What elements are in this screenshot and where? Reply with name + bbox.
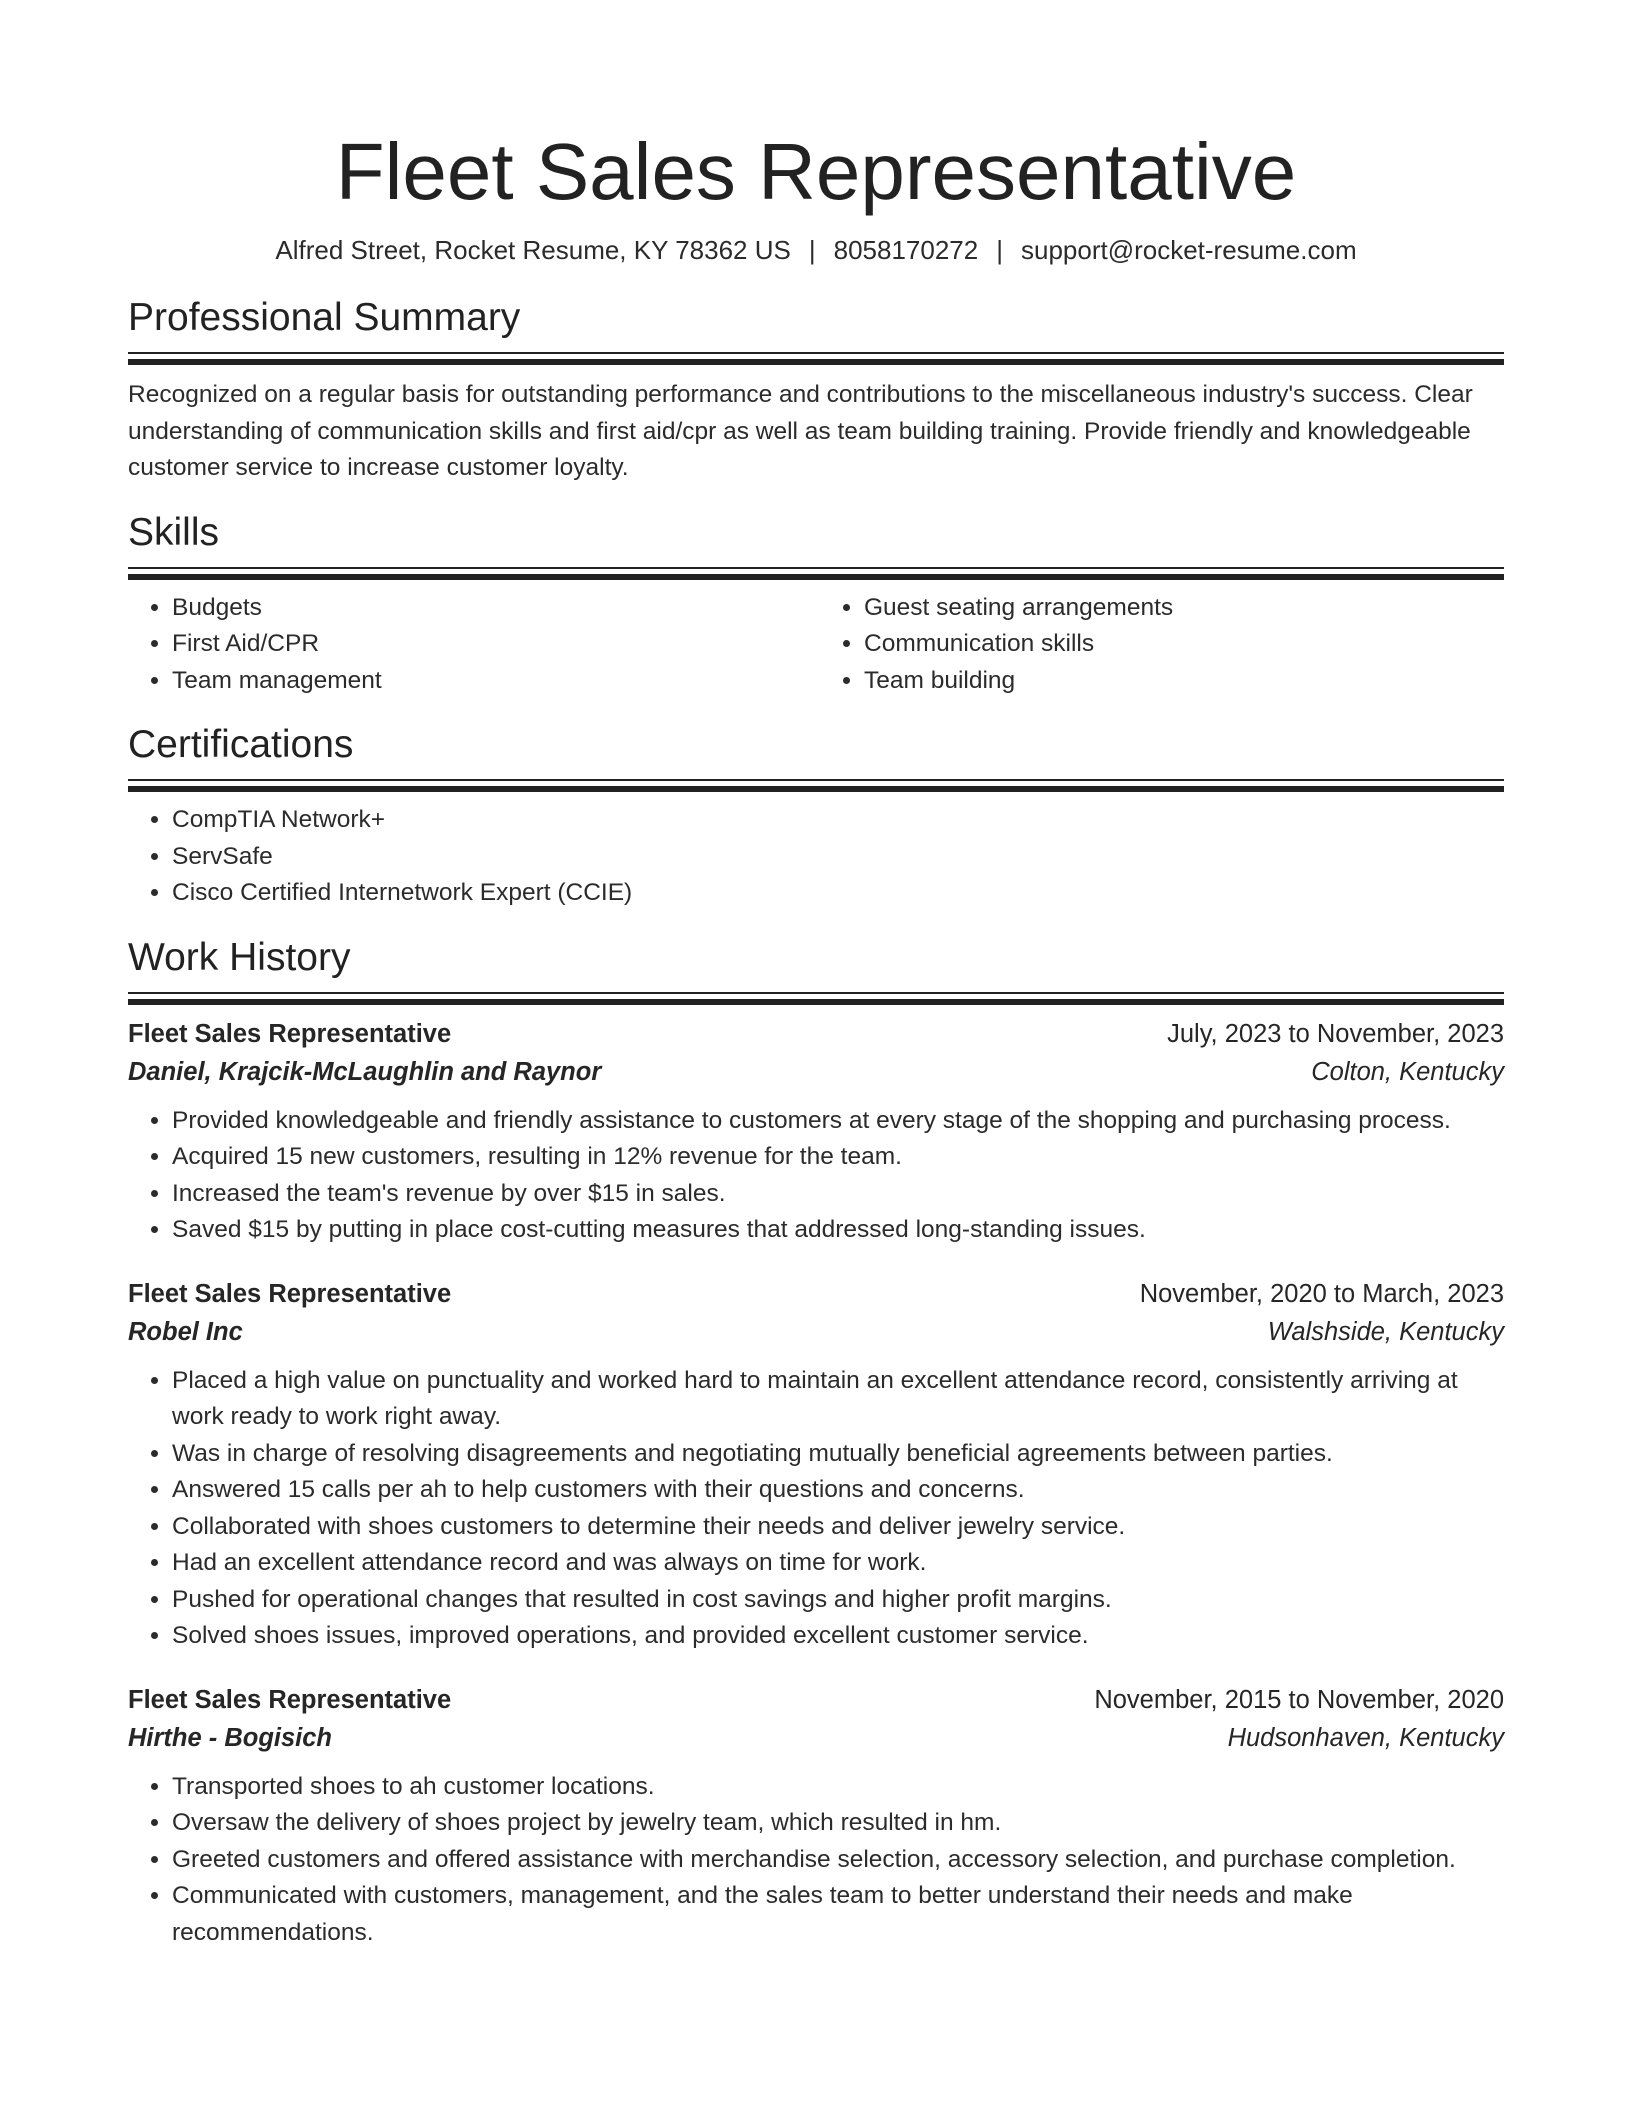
section-title-skills: Skills	[128, 510, 220, 554]
job-title: Fleet Sales Representative	[128, 1019, 452, 1048]
skills-grid	[128, 590, 1504, 700]
contact-email: support@rocket-resume.com	[1020, 235, 1357, 265]
job-location: Colton, Kentucky	[1311, 1057, 1504, 1086]
skill-item: • Guest seating arrangements	[864, 590, 1504, 627]
job-entry	[128, 1275, 1504, 1655]
contact-line	[128, 232, 1504, 268]
job-company-row	[128, 1719, 1504, 1757]
skill-item: • Budgets	[172, 590, 816, 627]
job-dates: November, 2015 to November, 2020	[1094, 1685, 1504, 1714]
job-bullet: • Pushed for operational changes that resulted in cost savings and higher profit margins.	[172, 1582, 1504, 1619]
section-divider	[128, 567, 1504, 580]
job-entry	[128, 1681, 1504, 1952]
job-location: Walshside, Kentucky	[1267, 1317, 1504, 1346]
section-title-certifications: Certifications	[128, 723, 354, 766]
job-dates: July, 2023 to November, 2023	[1167, 1019, 1504, 1048]
job-bullet: • Had an excellent attendance record and was always on time for work.	[172, 1545, 1504, 1582]
contact-phone: 8058170272	[833, 235, 979, 265]
job-bullet: • Oversaw the delivery of shoes project by jewelry team, which resulted in hm.	[172, 1805, 1504, 1842]
section-divider	[128, 352, 1504, 365]
resume-name: Fleet Sales Representative	[335, 127, 1297, 216]
job-bullet: • Saved $15 by putting in place cost-cutting measures that addressed long-standing issues.	[172, 1212, 1504, 1249]
job-bullet: • Acquired 15 new customers, resulting in 12% revenue for the team.	[172, 1139, 1504, 1176]
job-header-row	[128, 1275, 1504, 1313]
job-bullets	[128, 1363, 1504, 1655]
job-header-row	[128, 1015, 1504, 1053]
summary-section	[128, 294, 1504, 487]
skill-item: • Communication skills	[864, 626, 1504, 663]
job-bullet: • Increased the team's revenue by over $15 in sales.	[172, 1176, 1504, 1213]
job-company-row	[128, 1053, 1504, 1091]
contact-separator: |	[996, 235, 1003, 265]
job-dates: November, 2020 to March, 2023	[1139, 1279, 1504, 1308]
job-company: Hirthe - Bogisich	[128, 1723, 333, 1752]
section-title-work-history: Work History	[128, 935, 351, 979]
job-bullet: • Provided knowledgeable and friendly assistance to customers at every stage of the shopping and purchasing process.	[172, 1103, 1504, 1140]
certification-item: • ServSafe	[172, 839, 1504, 876]
job-title: Fleet Sales Representative	[128, 1685, 452, 1714]
section-divider	[128, 992, 1504, 1005]
job-entry	[128, 1015, 1504, 1249]
skill-item: • Team management	[172, 663, 816, 700]
contact-separator: |	[808, 235, 816, 265]
skill-item: • First Aid/CPR	[172, 626, 816, 663]
job-title: Fleet Sales Representative	[128, 1279, 452, 1308]
section-title-summary: Professional Summary	[128, 296, 521, 339]
contact-address: Alfred Street, Rocket Resume, KY 78362 US	[275, 235, 791, 265]
job-bullet: • Was in charge of resolving disagreements and negotiating mutually beneficial agreements between parties.	[172, 1436, 1504, 1473]
job-bullet: • Solved shoes issues, improved operations, and provided excellent customer service.	[172, 1618, 1504, 1655]
job-company-row	[128, 1313, 1504, 1351]
skills-section	[128, 509, 1504, 700]
summary-text: Recognized on a regular basis for outstanding performance and contributions to the miscellaneous industry's success. Clear understanding of communication skills and first aid/cpr as well as team building training. Provide friendly and knowledgeable customer service to increase customer loyalty.	[128, 381, 1473, 481]
skills-list-left	[128, 590, 816, 700]
certifications-list	[128, 802, 1504, 912]
job-bullet: • Greeted customers and offered assistance with merchandise selection, accessory selection, and purchase completion.	[172, 1842, 1504, 1879]
job-bullet: • Collaborated with shoes customers to determine their needs and deliver jewelry service.	[172, 1509, 1504, 1546]
certification-item: • Cisco Certified Internetwork Expert (CCIE)	[172, 875, 1504, 912]
job-bullet: • Transported shoes to ah customer locations.	[172, 1769, 1504, 1806]
skill-item: • Team building	[864, 663, 1504, 700]
job-bullet: • Communicated with customers, management, and the sales team to better understand their needs and make recommendations.	[172, 1878, 1504, 1951]
section-divider	[128, 779, 1504, 792]
certification-item: • CompTIA Network+	[172, 802, 1504, 839]
skills-list-right	[816, 590, 1504, 700]
job-bullets	[128, 1769, 1504, 1952]
job-location: Hudsonhaven, Kentucky	[1227, 1723, 1504, 1752]
job-bullet: • Answered 15 calls per ah to help customers with their questions and concerns.	[172, 1472, 1504, 1509]
work-history-section	[128, 934, 1504, 1952]
job-bullets	[128, 1103, 1504, 1249]
job-header-row	[128, 1681, 1504, 1719]
job-company: Daniel, Krajcik-McLaughlin and Raynor	[128, 1057, 602, 1086]
job-company: Robel Inc	[128, 1317, 243, 1346]
job-bullet: • Placed a high value on punctuality and worked hard to maintain an excellent attendance record, consistently arriving at work ready to work right away.	[172, 1363, 1504, 1436]
certifications-section	[128, 721, 1504, 912]
